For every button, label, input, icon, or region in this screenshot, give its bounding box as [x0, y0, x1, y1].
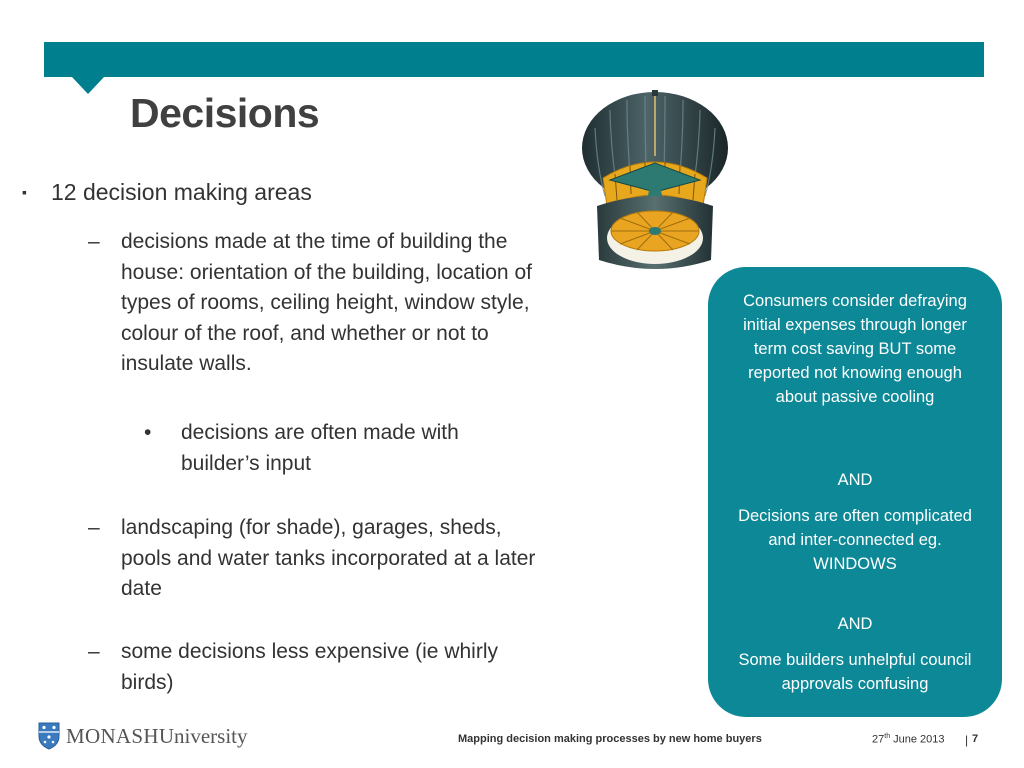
logo-brand: MONASH [66, 724, 159, 748]
footer-presentation-title: Mapping decision making processes by new home buyers [458, 733, 762, 745]
dash-bullet-icon: – [88, 516, 100, 539]
whirlybird-roof-vent-image [575, 88, 735, 276]
date-day: 27 [872, 733, 885, 746]
dot-bullet-icon: • [144, 421, 152, 444]
callout-builders-text: Some builders unhelpful council approvals confusing [738, 651, 972, 693]
slide-title: Decisions [130, 90, 320, 136]
page-number: 7 [972, 733, 979, 745]
date-ordinal: th [884, 733, 891, 740]
callout-and-text: AND [837, 471, 873, 489]
sub-bullet-text: decisions made at the time of building the house: orientation of the building, location of types of rooms, ceiling height, window style, colour of the roof, and whether or not to insulate walls. [121, 230, 532, 375]
logo-wordmark [66, 724, 247, 749]
header-bar [44, 42, 984, 77]
callout-decisions-text: Decisions are often complicated and inter-connected eg. WINDOWS [738, 507, 972, 573]
sub-bullet-text: some decisions less expensive (ie whirly birds) [121, 640, 498, 694]
footer-separator: | [965, 733, 969, 747]
dash-bullet-icon: – [88, 230, 100, 253]
sub-bullet-text: landscaping (for shade), garages, sheds, pools and water tanks incorporated at a later date [121, 516, 536, 600]
monash-crest-icon [38, 722, 60, 750]
callout-and-text: AND [837, 615, 873, 633]
logo-suffix: University [158, 724, 248, 748]
footer-date [872, 733, 945, 746]
callout-consumers-text: Consumers consider defraying initial expenses through longer term cost saving BUT some reported not knowing enough about passive cooling [743, 292, 967, 406]
sub-sub-bullet-text: decisions are often made with builder’s input [181, 421, 459, 475]
date-rest: June 2013 [890, 733, 945, 746]
dash-bullet-icon: – [88, 640, 100, 663]
bullet-text: 12 decision making areas [51, 179, 312, 205]
callout-box [708, 267, 1002, 717]
header-bar-notch [72, 77, 104, 94]
square-bullet-icon: ▪ [22, 184, 27, 200]
